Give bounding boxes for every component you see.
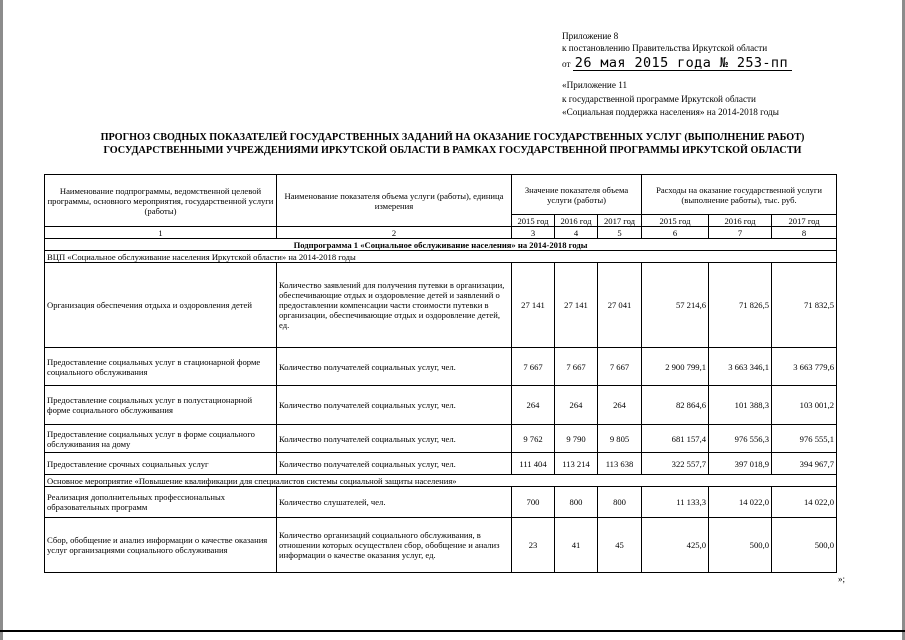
cell-v2016: 9 790 [555, 425, 598, 453]
cell-indicator: Количество организаций социального обслуживания, в отношении которых осуществлен сбор, обобщение и анализ информации о качестве оказания услуг, ед. [277, 518, 512, 573]
header-row [45, 175, 837, 215]
cell-indicator: Количество получателей социальных услуг, чел. [277, 348, 512, 386]
header-year: 2016 год [709, 215, 772, 227]
table-row [45, 487, 837, 518]
cell-indicator: Количество заявлений для получения путевки в организации, обеспечивающие отдых и оздоровление детей и заявлений о предоставлении компенсации части стоимости путевки в организации, обеспечивающие отдых и оздоровление детей, ед. [277, 263, 512, 348]
cell-v2017: 27 041 [598, 263, 642, 348]
cell-indicator: Количество получателей социальных услуг, чел. [277, 386, 512, 425]
column-number: 3 [512, 227, 555, 239]
column-number: 5 [598, 227, 642, 239]
vcp-title: ВЦП «Социальное обслуживание населения Иркутской области» на 2014-2018 годы [45, 251, 837, 263]
cell-v2015: 27 141 [512, 263, 555, 348]
appendix-line-1: Приложение 8 [562, 31, 619, 41]
header-year: 2015 год [512, 215, 555, 227]
column-number: 8 [772, 227, 837, 239]
subprogram-row [45, 239, 837, 251]
cell-e2015: 11 133,3 [642, 487, 709, 518]
header-year: 2017 год [598, 215, 642, 227]
appendix-line-2: к постановлению Правительства Иркутской области [562, 43, 768, 53]
cell-v2017: 113 638 [598, 453, 642, 475]
table-row [45, 453, 837, 475]
cell-v2017: 9 805 [598, 425, 642, 453]
column-number: 7 [709, 227, 772, 239]
cell-indicator: Количество получателей социальных услуг, чел. [277, 453, 512, 475]
appendix-date-handwritten: 26 мая 2015 года № 253-пп [573, 56, 792, 71]
appendix-line-5: к государственной программе Иркутской области [562, 94, 756, 104]
header-year: 2016 год [555, 215, 598, 227]
main-activity-title: Основное мероприятие «Повышение квалификации для специалистов системы социальной защиты населения» [45, 475, 837, 487]
cell-e2016: 397 018,9 [709, 453, 772, 475]
cell-e2015: 425,0 [642, 518, 709, 573]
cell-v2015: 9 762 [512, 425, 555, 453]
header-group-values: Значение показателя объема услуги (работы) [512, 175, 642, 215]
column-number: 6 [642, 227, 709, 239]
cell-e2016: 71 826,5 [709, 263, 772, 348]
cell-v2016: 27 141 [555, 263, 598, 348]
document-title [40, 131, 865, 157]
cell-e2017: 71 832,5 [772, 263, 837, 348]
header-col-indicator: Наименование показателя объема услуги (работы), единица измерения [277, 175, 512, 227]
header-year: 2017 год [772, 215, 837, 227]
document-title-line-1: ПРОГНОЗ СВОДНЫХ ПОКАЗАТЕЛЕЙ ГОСУДАРСТВЕННЫХ ЗАДАНИЙ НА ОКАЗАНИЕ ГОСУДАРСТВЕННЫХ УСЛУГ (ВЫПОЛНЕНИЕ РАБОТ) [100, 132, 805, 143]
column-numbers-row [45, 227, 837, 239]
cell-v2015: 7 667 [512, 348, 555, 386]
table-row [45, 518, 837, 573]
cell-e2016: 500,0 [709, 518, 772, 573]
bottom-rule [0, 630, 905, 632]
cell-v2017: 264 [598, 386, 642, 425]
cell-name: Предоставление социальных услуг в форме социального обслуживания на дому [45, 425, 277, 453]
cell-v2017: 45 [598, 518, 642, 573]
cell-e2017: 14 022,0 [772, 487, 837, 518]
cell-e2016: 3 663 346,1 [709, 348, 772, 386]
vcp-row [45, 251, 837, 263]
cell-v2015: 264 [512, 386, 555, 425]
cell-e2016: 14 022,0 [709, 487, 772, 518]
appendix-date-line [562, 56, 792, 71]
scan-edge-left [0, 0, 3, 640]
main-activity-row [45, 475, 837, 487]
cell-indicator: Количество слушателей, чел. [277, 487, 512, 518]
cell-e2015: 2 900 799,1 [642, 348, 709, 386]
cell-v2016: 113 214 [555, 453, 598, 475]
cell-v2015: 111 404 [512, 453, 555, 475]
cell-e2017: 103 001,2 [772, 386, 837, 425]
table-row [45, 425, 837, 453]
cell-v2017: 800 [598, 487, 642, 518]
cell-e2017: 394 967,7 [772, 453, 837, 475]
cell-name: Предоставление срочных социальных услуг [45, 453, 277, 475]
document-title-line-2: ГОСУДАРСТВЕННЫМИ УЧРЕЖДЕНИЯМИ ИРКУТСКОЙ ОБЛАСТИ В РАМКАХ ГОСУДАРСТВЕННОЙ ПРОГРАММЫ ИРКУТСКОЙ ОБЛАСТИ [103, 145, 802, 156]
appendix-line-6: «Социальная поддержка населения» на 2014-2018 годы [562, 107, 779, 117]
cell-v2016: 800 [555, 487, 598, 518]
cell-e2016: 101 388,3 [709, 386, 772, 425]
appendix-from-label: от [562, 59, 571, 69]
cell-e2015: 322 557,7 [642, 453, 709, 475]
cell-name: Организация обеспечения отдыха и оздоровления детей [45, 263, 277, 348]
header-group-costs: Расходы на оказание государственной услуги (выполнение работы), тыс. руб. [642, 175, 837, 215]
cell-name: Предоставление социальных услуг в стационарной форме социального обслуживания [45, 348, 277, 386]
header-year: 2015 год [642, 215, 709, 227]
forecast-table [44, 174, 837, 573]
cell-name: Реализация дополнительных профессиональных образовательных программ [45, 487, 277, 518]
column-number: 1 [45, 227, 277, 239]
table-row [45, 348, 837, 386]
cell-e2015: 57 214,6 [642, 263, 709, 348]
cell-e2017: 976 555,1 [772, 425, 837, 453]
table-row [45, 263, 837, 348]
cell-e2015: 681 157,4 [642, 425, 709, 453]
cell-v2016: 264 [555, 386, 598, 425]
cell-v2017: 7 667 [598, 348, 642, 386]
cell-name: Сбор, обобщение и анализ информации о качестве оказания услуг организациями социального обслуживания [45, 518, 277, 573]
cell-indicator: Количество получателей социальных услуг, чел. [277, 425, 512, 453]
column-number: 2 [277, 227, 512, 239]
cell-v2015: 23 [512, 518, 555, 573]
cell-v2016: 41 [555, 518, 598, 573]
cell-e2016: 976 556,3 [709, 425, 772, 453]
cell-e2017: 500,0 [772, 518, 837, 573]
appendix-line-4: «Приложение 11 [562, 80, 628, 90]
cell-v2016: 7 667 [555, 348, 598, 386]
subprogram-title: Подпрограмма 1 «Социальное обслуживание населения» на 2014-2018 годы [45, 239, 837, 251]
column-number: 4 [555, 227, 598, 239]
cell-e2015: 82 864,6 [642, 386, 709, 425]
closing-quote-mark: »; [838, 574, 846, 584]
header-col-name: Наименование подпрограммы, ведомственной целевой программы, основного мероприятия, государственной услуги (работы) [45, 175, 277, 227]
table-row [45, 386, 837, 425]
cell-name: Предоставление социальных услуг в полустационарной форме социального обслуживания [45, 386, 277, 425]
cell-e2017: 3 663 779,6 [772, 348, 837, 386]
cell-v2015: 700 [512, 487, 555, 518]
